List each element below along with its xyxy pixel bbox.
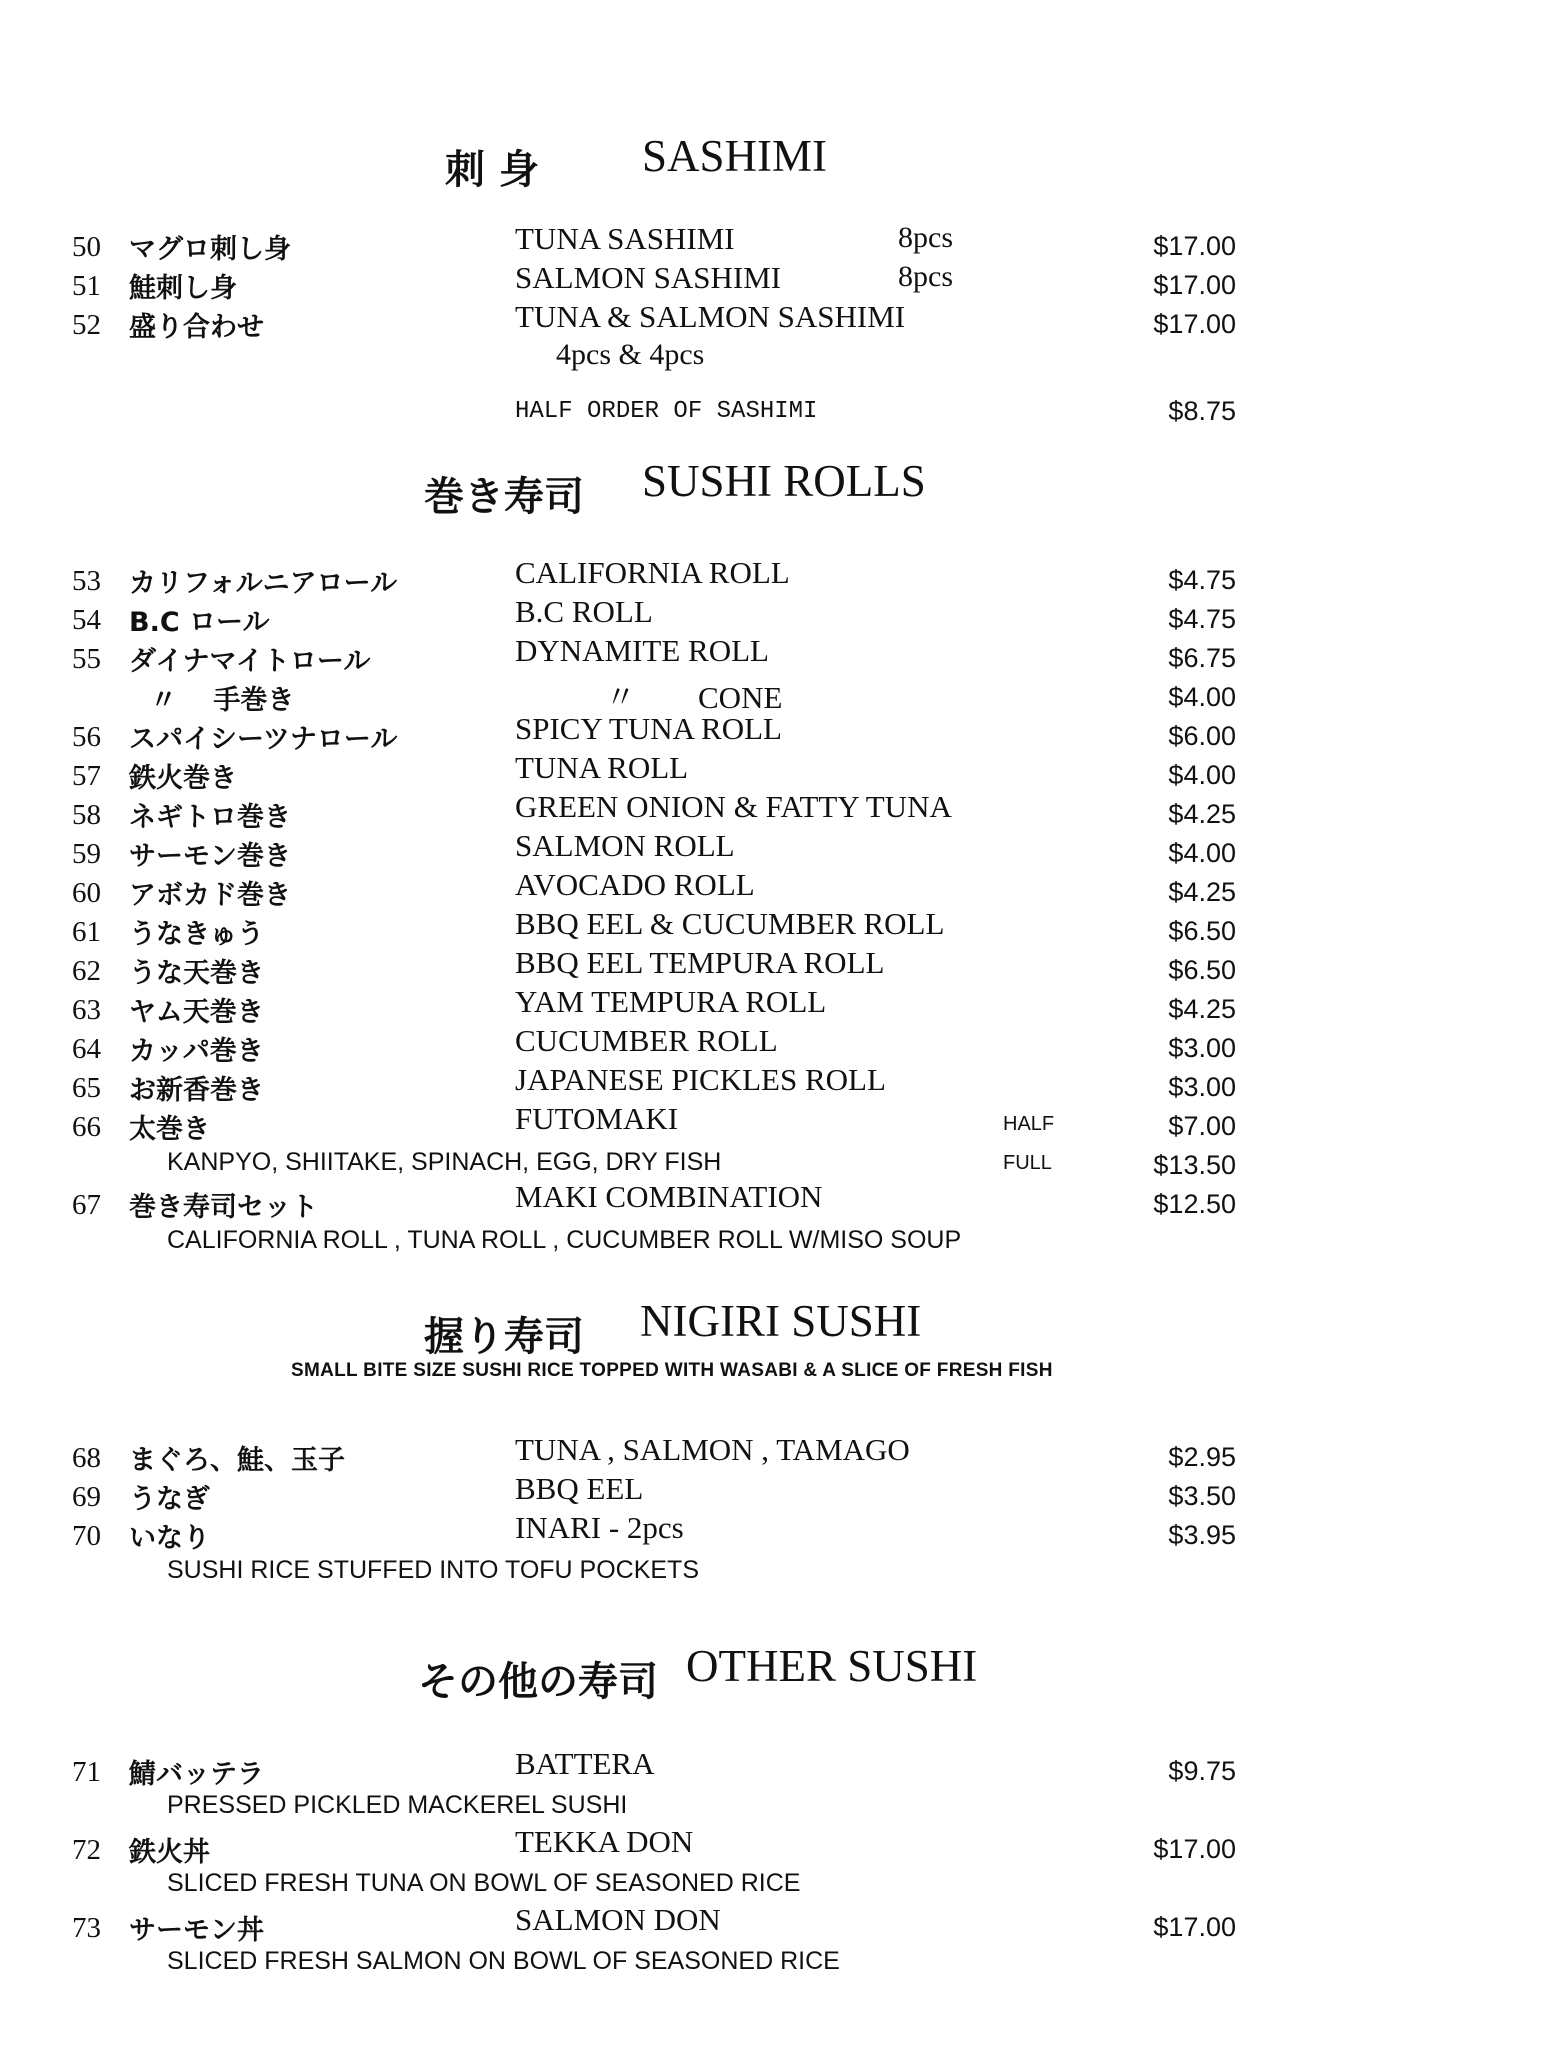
menu-item [0, 711, 1548, 757]
nigiri-title-jp: 握り寿司 [424, 1314, 584, 1360]
item-number: 56 [72, 721, 101, 753]
sashimi-title-jp: 刺 身 [445, 147, 539, 193]
item-name-en: BATTERA [515, 1746, 655, 1781]
menu-item-maki-combo [0, 1179, 1548, 1225]
item-quantity: 8pcs [898, 221, 953, 254]
item-name-jp: 鉄火巻き [129, 763, 237, 794]
item-description: KANPYO, SHIITAKE, SPINACH, EGG, DRY FISH [167, 1148, 722, 1176]
item-number: 67 [72, 1189, 101, 1221]
item-price: $4.00 [1168, 682, 1236, 712]
sashimi-title-en: SASHIMI [642, 131, 828, 181]
item-name-jp: ネギトロ巻き [129, 802, 291, 833]
item-price: $17.00 [1153, 1912, 1236, 1942]
item-name-jp: 盛り合わせ [129, 312, 264, 343]
item-name-en: AVOCADO ROLL [515, 867, 755, 902]
item-name-en: SPICY TUNA ROLL [515, 711, 782, 746]
item-name-jp: カッパ巻き [129, 1036, 264, 1067]
menu-item [0, 1510, 1548, 1556]
item-name-en: BBQ EEL TEMPURA ROLL [515, 945, 885, 980]
item-number: 61 [72, 916, 101, 948]
item-number: 60 [72, 877, 101, 909]
item-name-en: JAPANESE PICKLES ROLL [515, 1062, 886, 1097]
item-name-en: DYNAMITE ROLL [515, 633, 769, 668]
menu-item-futomaki [0, 1101, 1548, 1147]
menu-item [0, 1746, 1548, 1792]
item-name-en: TEKKA DON [515, 1824, 694, 1859]
item-name-en: YAM TEMPURA ROLL [515, 984, 827, 1019]
item-name-jp: 巻き寿司セット [129, 1192, 318, 1223]
item-price: $3.00 [1168, 1033, 1236, 1063]
item-name-en: TUNA & SALMON SASHIMI [515, 299, 906, 334]
menu-item [0, 1471, 1548, 1517]
item-name-en: B.C ROLL [515, 594, 653, 629]
menu-item [0, 555, 1548, 601]
item-name-en: GREEN ONION & FATTY TUNA [515, 789, 952, 824]
other-title-en: OTHER SUSHI [686, 1641, 978, 1691]
half-order-label: HALF ORDER OF SASHIMI [515, 398, 818, 425]
menu-item [0, 1062, 1548, 1108]
combo-detail: 4pcs & 4pcs [556, 338, 705, 371]
item-name-jp: まぐろ、鮭、玉子 [129, 1445, 345, 1476]
item-price: $2.95 [1168, 1442, 1236, 1472]
item-price: $3.00 [1168, 1072, 1236, 1102]
item-price: $3.50 [1168, 1481, 1236, 1511]
item-name-en: TUNA ROLL [515, 750, 689, 785]
item-price: $4.00 [1168, 760, 1236, 790]
nigiri-title-en: NIGIRI SUSHI [640, 1296, 922, 1346]
menu-item [0, 828, 1548, 874]
item-name-en: FUTOMAKI [515, 1101, 679, 1136]
item-price: $6.50 [1168, 916, 1236, 946]
item-number: 52 [72, 309, 101, 341]
item-name-en: BBQ EEL & CUCUMBER ROLL [515, 906, 945, 941]
item-name-jp: マグロ刺し身 [129, 234, 291, 265]
item-name-jp: アボカド巻き [129, 880, 291, 911]
item-name-en: SALMON SASHIMI [515, 260, 782, 295]
item-number: 53 [72, 565, 101, 597]
item-description: SLICED FRESH TUNA ON BOWL OF SEASONED RICE [167, 1869, 801, 1897]
item-name-en: BBQ EEL [515, 1471, 644, 1506]
item-name-jp: カリフォルニアロール [129, 568, 398, 599]
item-name-jp: うなぎ [129, 1484, 210, 1515]
item-quantity: 8pcs [898, 260, 953, 293]
item-name-en: CALIFORNIA ROLL [515, 555, 790, 590]
item-name-en: 〃 CONE [605, 680, 783, 715]
item-price: $4.25 [1168, 799, 1236, 829]
item-price: $4.75 [1168, 565, 1236, 595]
item-number: 71 [72, 1756, 101, 1788]
item-price: $17.00 [1153, 1834, 1236, 1864]
item-number: 55 [72, 643, 101, 675]
menu-item [0, 299, 1548, 345]
item-number: 66 [72, 1111, 101, 1143]
item-name-jp: 鯖バッテラ [129, 1759, 264, 1790]
item-price: $4.25 [1168, 877, 1236, 907]
item-description: CALIFORNIA ROLL , TUNA ROLL , CUCUMBER ROLL W/MISO SOUP [167, 1226, 962, 1254]
item-description: SUSHI RICE STUFFED INTO TOFU POCKETS [167, 1556, 700, 1584]
item-number: 72 [72, 1834, 101, 1866]
item-name-jp: B.C ロール [129, 607, 270, 638]
item-price: $3.95 [1168, 1520, 1236, 1550]
item-price: $17.00 [1153, 270, 1236, 300]
item-price: $6.75 [1168, 643, 1236, 673]
item-number: 65 [72, 1072, 101, 1104]
item-price-full: $13.50 [1153, 1150, 1236, 1180]
item-price: $6.00 [1168, 721, 1236, 751]
item-name-en: MAKI COMBINATION [515, 1179, 823, 1214]
item-name-jp: うなきゅう [129, 919, 264, 950]
item-number: 57 [72, 760, 101, 792]
half-order-price: $8.75 [1168, 396, 1236, 426]
item-name-en: SALMON DON [515, 1902, 721, 1937]
item-name-jp: ヤム天巻き [129, 997, 264, 1028]
item-price: $17.00 [1153, 309, 1236, 339]
item-price: $4.75 [1168, 604, 1236, 634]
item-name-jp: 鮭刺し身 [129, 273, 237, 304]
item-number: 50 [72, 231, 101, 263]
item-number: 62 [72, 955, 101, 987]
item-number: 64 [72, 1033, 101, 1065]
menu-item [0, 789, 1548, 835]
item-number: 70 [72, 1520, 101, 1552]
item-name-en: TUNA SASHIMI [515, 221, 735, 256]
half-order-row [0, 396, 1548, 436]
menu-item [0, 1432, 1548, 1478]
item-description: SLICED FRESH SALMON ON BOWL OF SEASONED RICE [167, 1947, 840, 1975]
item-name-jp: お新香巻き [129, 1075, 264, 1106]
item-price: $6.50 [1168, 955, 1236, 985]
other-title-jp: その他の寿司 [418, 1659, 658, 1705]
item-name-jp: 鉄火丼 [129, 1837, 210, 1868]
item-price-half: $7.00 [1168, 1111, 1236, 1141]
item-number: 63 [72, 994, 101, 1026]
item-price: $12.50 [1153, 1189, 1236, 1219]
item-name-jp: うな天巻き [129, 958, 264, 989]
item-name-en: CUCUMBER ROLL [515, 1023, 778, 1058]
item-name-jp: いなり [129, 1523, 210, 1554]
item-price: $17.00 [1153, 231, 1236, 261]
item-number: 68 [72, 1442, 101, 1474]
rolls-title-jp: 巻き寿司 [424, 474, 584, 520]
nigiri-subtitle: SMALL BITE SIZE SUSHI RICE TOPPED WITH WASABI & A SLICE OF FRESH FISH [291, 1360, 1053, 1381]
item-name-jp: 太巻き [129, 1114, 210, 1145]
item-number: 51 [72, 270, 101, 302]
size-label-half: HALF [1003, 1113, 1055, 1135]
item-number: 59 [72, 838, 101, 870]
item-name-en: INARI - 2pcs [515, 1510, 684, 1545]
item-description: PRESSED PICKLED MACKEREL SUSHI [167, 1791, 628, 1819]
item-name-en: SALMON ROLL [515, 828, 735, 863]
item-name-jp: ダイナマイトロール [129, 646, 371, 677]
item-price: $9.75 [1168, 1756, 1236, 1786]
menu-item [0, 1824, 1548, 1870]
item-name-jp: サーモン巻き [129, 841, 291, 872]
item-price: $4.25 [1168, 994, 1236, 1024]
item-name-jp: サーモン丼 [129, 1915, 264, 1946]
item-name-jp: スパイシーツナロール [129, 724, 398, 755]
item-name-jp: 〃 手巻き [150, 685, 295, 716]
item-number: 54 [72, 604, 101, 636]
rolls-title-en: SUSHI ROLLS [642, 456, 926, 506]
item-price: $4.00 [1168, 838, 1236, 868]
item-number: 73 [72, 1912, 101, 1944]
menu-item [0, 1902, 1548, 1948]
item-number: 69 [72, 1481, 101, 1513]
item-name-en: TUNA , SALMON , TAMAGO [515, 1432, 910, 1467]
menu-item [0, 594, 1548, 640]
size-label-full: FULL [1003, 1152, 1052, 1174]
item-number: 58 [72, 799, 101, 831]
